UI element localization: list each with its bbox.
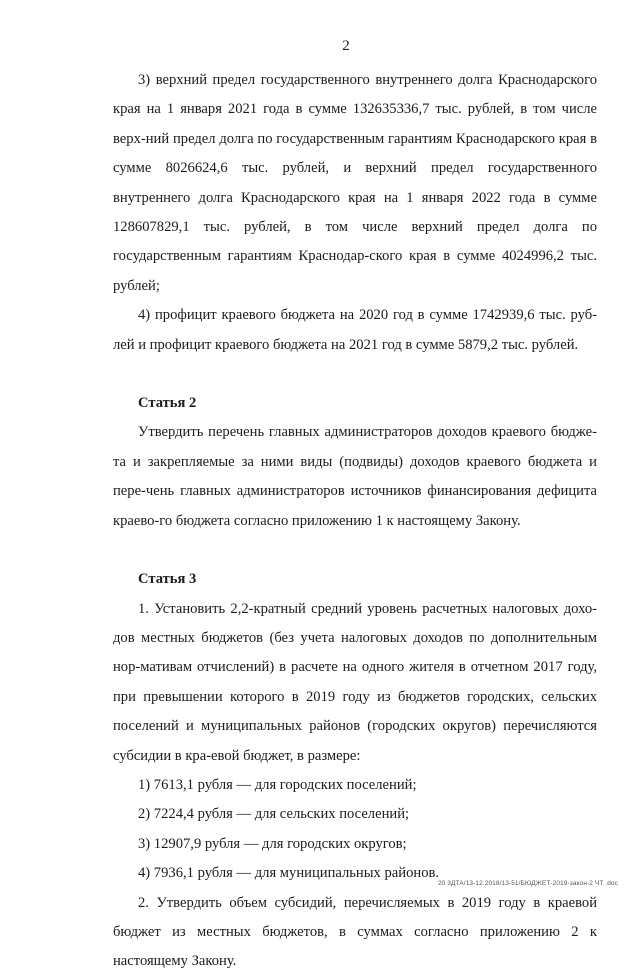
document-body: [113, 66, 597, 977]
article-2-title: Статья 2: [138, 395, 197, 412]
spacer: [113, 360, 597, 389]
article-2-text: Утвердить перечень главных администраторов доходов краевого бюдже-та и закрепляемые за ними виды (подвиды) доходов краевого бюджета и пере-чень главных администраторов источников финансирования дефицита краево-го бюджета согласно приложению 1 к настоящему Закону.: [113, 424, 597, 529]
list-item: 4) 7936,1 рубля — для муниципальных районов.: [138, 865, 440, 882]
paragraph-surplus: 4) профицит краевого бюджета на 2020 год в сумме 1742939,6 тыс. руб-лей и профицит краевого бюджета на 2021 год в сумме 5879,2 тыс. рублей.: [113, 307, 597, 353]
article-3-paragraph-2: 2. Утвердить объем субсидий, перечисляемых в 2019 году в краевой бюджет из местных бюджетов, в суммах согласно приложению 2 к настоящему Закону.: [113, 894, 597, 970]
list-item: 3) 12907,9 рубля — для городских округов;: [138, 835, 407, 852]
list-item: 1) 7613,1 рубля — для городских поселений;: [138, 776, 417, 793]
article-3-title: Статья 3: [138, 571, 197, 588]
file-path-footer: 20 3ДТА/13-12.2018/13-51/БЮДЖЕТ-2019-закон-2 ЧТ .doc: [437, 880, 618, 887]
list-item: 2) 7224,4 рубля — для сельских поселений;: [138, 806, 410, 823]
spacer: [113, 536, 597, 565]
article-3-paragraph-1: 1. Установить 2,2-кратный средний уровень расчетных налоговых дохо-дов местных бюджетов (без учета налоговых доходов по дополнительным нор-мативам отчислений) в расчете на одного жителя в отчетном 2017 году, при превышении которого в 2019 году из бюджетов городских, сельских поселений и муниципальных районов (городских округов) перечисляются субсидии в кра-евой бюджет, в размере:: [113, 600, 597, 764]
page-number: 2: [342, 38, 350, 54]
paragraph-debt-limit: 3) верхний предел государственного внутреннего долга Краснодарского края на 1 января 2021 года в сумме 132635336,7 тыс. рублей, в том числе верх-ний предел долга по государственным гарантиям Краснодарского края в сумме 8026624,6 тыс. рублей, и верхний предел государственного внутреннего долга Краснодарского края на 1 января 2022 года в сумме 128607829,1 тыс. рублей, в том числе верхний предел долга по государственным гарантиям Краснодар-ского края в сумме 4024996,2 тыс. рублей;: [113, 72, 597, 294]
